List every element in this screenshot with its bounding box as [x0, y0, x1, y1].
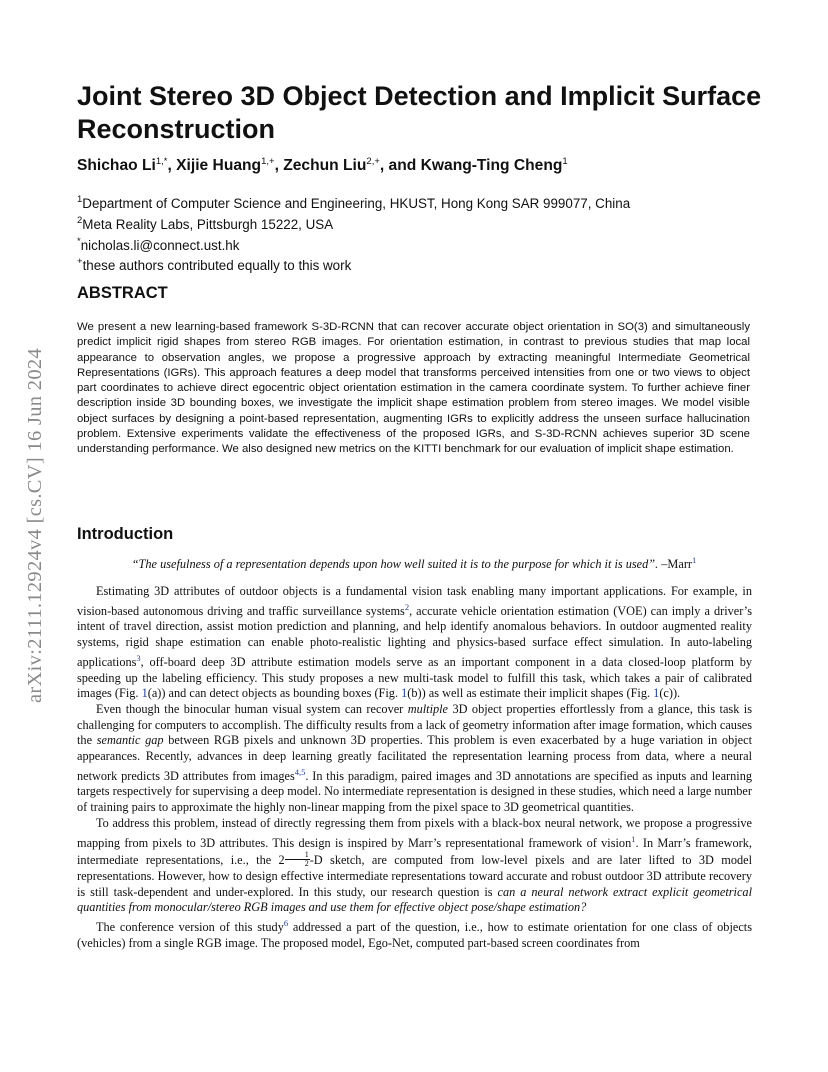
affiliation-line — [77, 213, 777, 234]
author-separator: , and — [379, 157, 421, 174]
author-separator: , — [274, 157, 284, 174]
affiliation-mark: 1 — [77, 194, 83, 205]
paragraph-text: . In this paradigm, paired images and 3D annotations are specified as inputs and learning targets respectively for supervising a deep model. No intermediate representation is designed in these studies, which need a large number of training pairs to approximate the highly non-linear mapping from the pixel space to 3D geometrical quantities. — [77, 768, 752, 815]
epigraph-text: “The usefulness of a representation depends upon how well suited it is to the purpose for which it is used”. — [131, 557, 659, 571]
body-paragraph — [77, 816, 752, 916]
author-list — [77, 152, 777, 176]
author-affiliation-mark: 1 — [562, 156, 568, 167]
affiliation-line — [77, 254, 777, 275]
arxiv-identifier-stamp — [21, 290, 49, 760]
section-heading-introduction: Introduction — [77, 525, 174, 543]
paragraph-text: 3D object properties effortlessly from a glance, this task is challenging for computers to accomplish. The difficulty results from a lack of geometry information after image formation, which causes the — [77, 701, 752, 748]
paragraph-text: (b)) as well as estimate their implicit shapes (Fig. — [407, 686, 654, 701]
citation-link[interactable]: 6 — [283, 918, 289, 929]
fraction-denominator: 2 — [304, 859, 309, 869]
author-name: Shichao Li — [77, 157, 156, 174]
body-paragraph — [77, 702, 752, 816]
contact-email: nicholas.li@connect.ust.hk — [80, 237, 240, 253]
affiliation-mark: 2 — [77, 214, 83, 226]
citation-link[interactable]: 3 — [136, 652, 141, 663]
figure-reference-link[interactable]: 1 — [653, 686, 660, 701]
arxiv-identifier-text: arXiv:2111.12924v4 [cs.CV] 16 Jun 2024 — [23, 347, 46, 703]
epigraph-quote — [77, 552, 751, 572]
affiliation-text: these authors contributed equally to this work — [82, 258, 352, 274]
paragraph-text: To address this problem, instead of directly regressing them from pixels with a black-box neural network, we propose a progressive mapping from pixels to 3D attributes. This design is inspired by Marr’s representational framework of vision — [77, 815, 752, 850]
abstract-text: We present a new learning-based framework S-3D-RCNN that can recover accurate object orientation in SO(3) and simultaneously predict implicit rigid shapes from stereo RGB images. For orientation estimation, in contrast to previous studies that map local appearance to observation angles, we propose a progressive approach by extracting meaningful Intermediate Geometrical Representations (IGRs). This approach features a deep model that transforms perceived intensities from one or two views to object part coordinates to achieve direct egocentric object orientation estimation in the camera coordinate system. To further achieve finer description inside 3D bounding boxes, we investigate the implicit shape estimation problem from stereo images. We model visible object surfaces by designing a point-based representation, augmenting IGRs to explicitly address the unseen surface hallucination problem. Extensive experiments validate the effectiveness of the proposed IGRs, and S-3D-RCNN achieves superior 3D scene understanding performance. We also designed new metrics on the KITTI benchmark for our evaluation of implicit shape estimation. — [77, 321, 750, 455]
paragraph-text: (a)) and can detect objects as bounding boxes (Fig. — [147, 686, 402, 701]
body-paragraph — [77, 916, 752, 951]
paragraph-text: Even though the binocular human visual system can recover — [96, 701, 408, 716]
citation-link[interactable]: 2 — [404, 601, 410, 612]
abstract-heading: ABSTRACT — [77, 284, 168, 302]
emphasis-text: multiple — [407, 701, 449, 716]
author-name: Kwang-Ting Cheng — [420, 157, 563, 174]
affiliation-line — [77, 192, 777, 213]
paragraph-text: (c)). — [659, 686, 681, 701]
paragraph-text: The conference version of this study — [96, 920, 284, 935]
affiliation-list — [77, 192, 777, 275]
author-name: Xijie Huang — [176, 157, 262, 174]
body-paragraph — [77, 584, 752, 702]
author-affiliation-mark: 1,+ — [261, 156, 275, 167]
emphasis-text: semantic gap — [96, 733, 164, 748]
affiliation-text: Department of Computer Science and Engineering, HKUST, Hong Kong SAR 999077, China — [82, 196, 631, 211]
figure-reference-link[interactable]: 1 — [401, 686, 408, 701]
affiliation-line — [77, 234, 777, 255]
affiliation-mark: + — [77, 256, 83, 268]
paragraph-text: -D sketch, are computed from low-level pixels and are later lifted to 3D model representations. However, how to design effective intermediate representations toward accurate and robust outdoor 3D attribute recovery is still task-dependent and under-explored. In this study, our research question is — [77, 853, 753, 899]
fraction-one-half — [285, 851, 310, 868]
paragraph-text: addressed a part of the question, i.e., how to estimate orientation for one class of objects (vehicles) from a single RGB image. The proposed model, Ego-Net, computed part-based screen coordinates from — [77, 920, 752, 950]
introduction-body — [77, 584, 752, 951]
fraction-numerator: 1 — [285, 851, 310, 860]
paragraph-text: , off-board deep 3D attribute estimation models serve as an important component in a data closed-loop platform by speeding up the labeling efficiency. This study proposes a new multi-task model to fulfill this task, which takes a pair of calibrated images (Fig. — [77, 654, 752, 701]
paragraph-text: between RGB pixels and unknown 3D properties. This problem is even exacerbated by a huge variation in object appearances. Recently, advances in deep learning greatly facilitated the representation learning process from data, where a neural network predicts 3D attributes from images — [77, 733, 752, 783]
citation-link[interactable]: 1 — [692, 555, 697, 565]
affiliation-text: Meta Reality Labs, Pittsburgh 15222, USA — [82, 216, 334, 232]
author-affiliation-mark: 1,* — [155, 156, 168, 167]
research-question-text: can a neural network extract explicit geometrical quantities from monocular/stereo RGB images and use them for effective object pose/shape estimation? — [77, 884, 752, 915]
author-separator: , — [167, 157, 177, 174]
affiliation-mark: * — [77, 235, 81, 247]
author-name: Zechun Liu — [283, 157, 367, 174]
epigraph-attribution: –Marr — [658, 557, 693, 571]
paragraph-text: Estimating 3D attributes of outdoor objects is a fundamental vision task enabling many important applications. For example, in vision-based autonomous driving and traffic surveillance systems — [77, 584, 752, 618]
author-affiliation-mark: 2,+ — [366, 156, 380, 167]
figure-reference-link[interactable]: 1 — [141, 686, 148, 701]
paragraph-text: . In Marr’s framework, intermediate representations, i.e., the 2 — [77, 835, 752, 868]
paper-title: Joint Stereo 3D Object Detection and Implicit Surface Reconstruction — [77, 81, 762, 144]
paragraph-text: , accurate vehicle orientation estimation (VOE) can imply a driver’s intent of travel direction, assist motion prediction and planning, and help identify anomalous behaviors. In outdoor augmented reality systems, rigid shape estimation can enable photo-realistic lighting and physics-based surface effect simulation. In auto-labeling applications — [77, 603, 752, 669]
citation-link[interactable]: 4,5 — [294, 766, 306, 777]
citation-link[interactable]: 1 — [631, 833, 636, 844]
